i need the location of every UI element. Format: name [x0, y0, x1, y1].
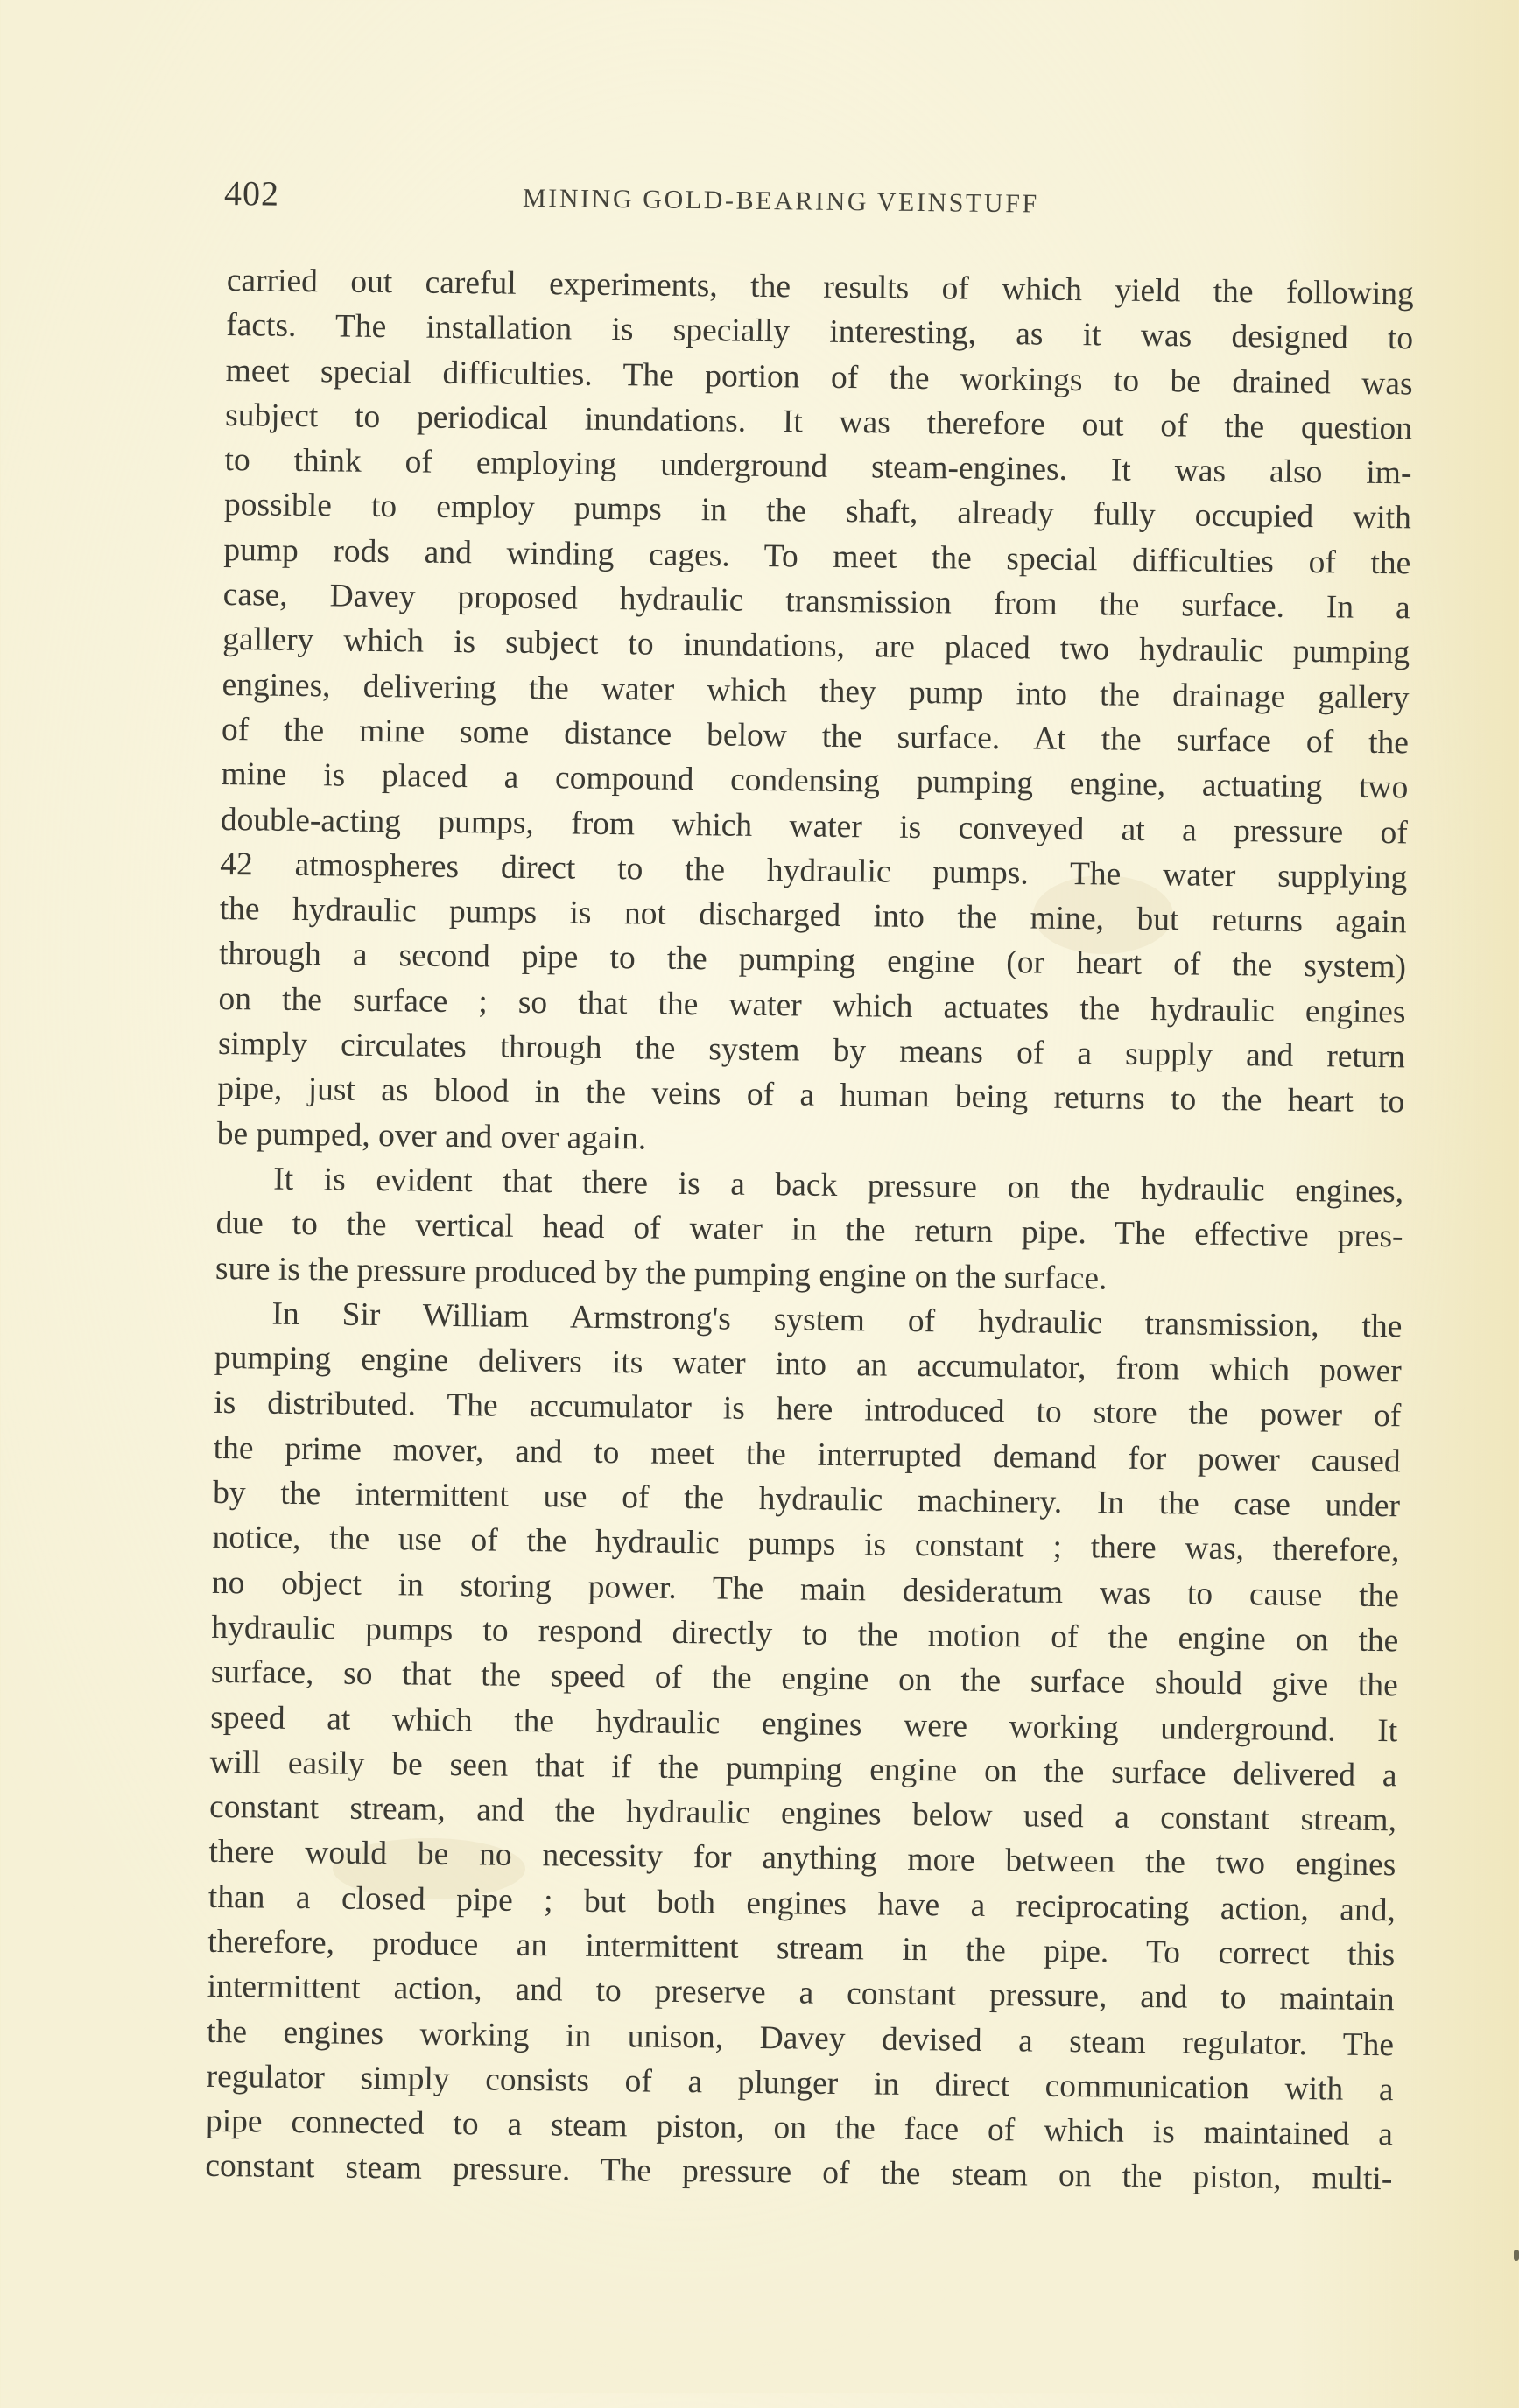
paragraph-first-line: It is evident that there is a back pressure on the hydraulic engines,: [272, 1161, 1404, 1211]
text-line: engines, delivering the water which they pump into the drainage gallery: [222, 666, 1410, 717]
text-line: of the mine some distance below the surface. At the surface of the: [221, 711, 1410, 762]
text-line: due to the vertical head of water in the return pipe. The effective pres-: [215, 1205, 1403, 1255]
text-line: pump rods and winding cages. To meet the special difficulties of the: [223, 531, 1411, 582]
text-line: constant stream, and the hydraulic engines below used a constant stream,: [208, 1788, 1397, 1839]
text-line: the hydraulic pumps is not discharged into the mine, but returns again: [219, 891, 1407, 941]
text-line: 42 atmospheres direct to the hydraulic pumps. The water supplying: [220, 846, 1408, 896]
text-line: the prime mover, and to meet the interrupted demand for power caused: [213, 1429, 1401, 1480]
text-line: surface, so that the speed of the engine on the surface should give the: [210, 1654, 1398, 1704]
text-line: pipe connected to a steam piston, on the face of which is maintained a: [205, 2103, 1394, 2153]
text-line: therefore, produce an intermittent stream in the pipe. To correct this: [207, 1923, 1396, 1974]
ink-speck: [1514, 2250, 1519, 2261]
page-number: 402: [223, 172, 280, 214]
text-line: gallery which is subject to inundations, are placed two hydraulic pumping: [222, 621, 1410, 671]
text-line: constant steam pressure. The pressure of the steam on the piston, multi-: [205, 2148, 1393, 2198]
text-line: regulator simply consists of a plunger in direct communication with a: [206, 2058, 1394, 2109]
running-head: [224, 172, 1415, 228]
text-line: case, Davey proposed hydraulic transmission from the surface. In a: [222, 577, 1410, 627]
text-line: meet special difficulties. The portion of the workings to be drained was: [225, 352, 1413, 402]
text-line: through a second pipe to the pumping engine (or heart of the system): [218, 936, 1407, 986]
text-line: pumping engine delivers its water into an accumulator, from which power: [214, 1340, 1403, 1390]
text-line: is distributed. The accumulator is here introduced to store the power of: [214, 1385, 1402, 1435]
running-head-title: MINING GOLD-BEARING VEINSTUFF: [522, 183, 1039, 219]
text-line: possible to employ pumps in the shaft, already fully occupied with: [223, 487, 1412, 537]
text-line: speed at which the hydraulic engines were working underground. It: [210, 1699, 1398, 1749]
text-line: facts. The installation is specially interesting, as it was designed to: [226, 307, 1414, 357]
text-line: simply circulates through the system by means of a supply and return: [217, 1025, 1406, 1076]
text-line: pipe, just as blood in the veins of a human being returns to the heart to: [217, 1071, 1405, 1120]
text-line: be pumped, over and over again.: [216, 1115, 647, 1157]
text-line: hydraulic pumps to respond directly to the motion of the engine on the: [211, 1609, 1399, 1660]
text-line: no object in storing power. The main desideratum was to cause the: [211, 1564, 1400, 1614]
text-line: than a closed pipe ; but both engines have a reciprocating action, and,: [207, 1878, 1396, 1928]
text-line: will easily be seen that if the pumping engine on the surface delivered a: [209, 1744, 1397, 1794]
body-text: [205, 258, 1414, 2202]
text-line: on the surface ; so that the water which actuates the hydraulic engines: [218, 980, 1406, 1031]
text-line: notice, the use of the hydraulic pumps is constant ; there was, therefore,: [212, 1520, 1400, 1569]
paragraph-first-line: In Sir William Armstrong's system of hydraulic transmission, the: [271, 1295, 1403, 1345]
text-line: there would be no necessity for anything more between the two engines: [208, 1834, 1396, 1884]
text-line: intermittent action, and to preserve a constant pressure, and to maintain: [207, 1969, 1395, 2018]
text-line: by the intermittent use of the hydraulic machinery. In the case under: [212, 1474, 1401, 1525]
text-line: carried out careful experiments, the results of which yield the following: [226, 262, 1415, 312]
text-line: double-acting pumps, from which water is conveyed at a pressure of: [220, 801, 1409, 851]
text-line: subject to periodical inundations. It was therefore out of the question: [224, 397, 1413, 447]
text-line: the engines working in unison, Davey devised a steam regulator. The: [206, 2013, 1395, 2063]
text-line: mine is placed a compound condensing pumping engine, actuating two: [221, 756, 1409, 806]
text-line: to think of employing underground steam-engines. It was also im-: [224, 442, 1412, 492]
text-line: sure is the pressure produced by the pumping engine on the surface.: [214, 1250, 1108, 1297]
